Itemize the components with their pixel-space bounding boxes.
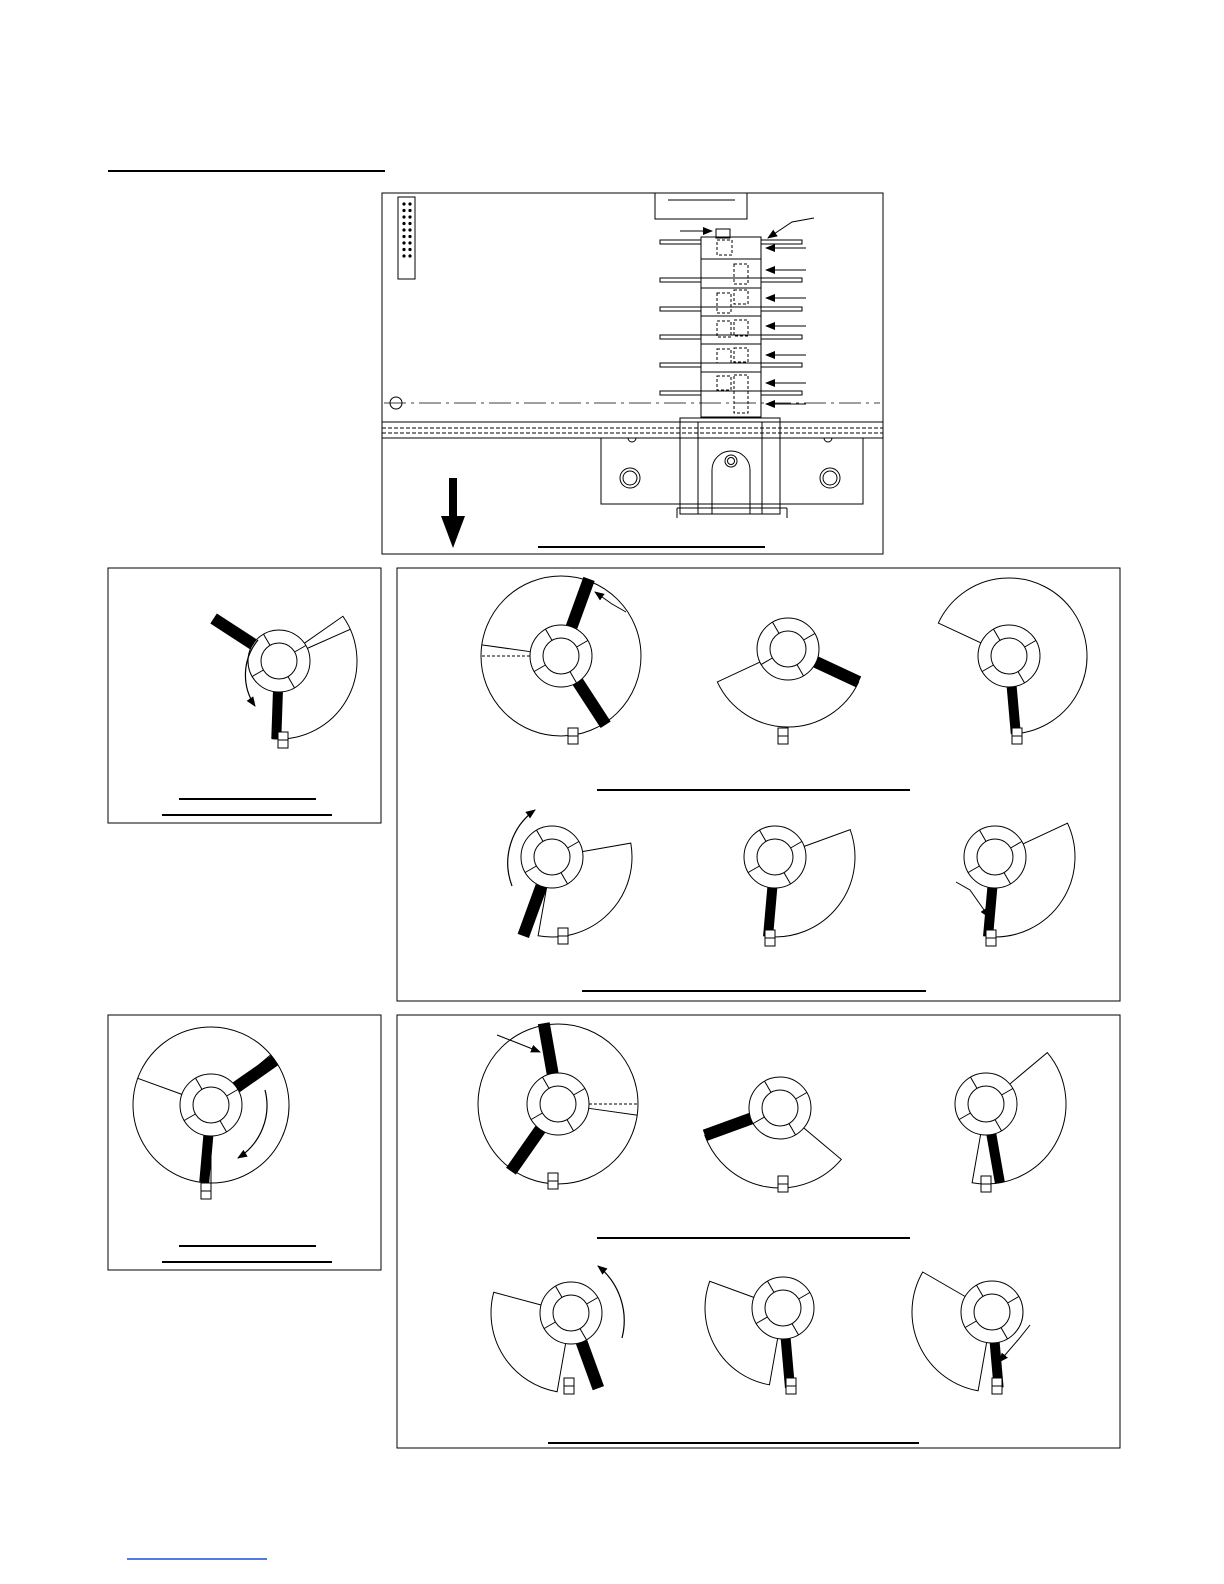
top-figure-frame <box>382 193 883 554</box>
terminal-left <box>660 307 701 311</box>
header-pin <box>402 202 405 205</box>
spoke-line <box>589 1108 638 1115</box>
rotor-diagram <box>938 578 1087 744</box>
rotation-arrow-right-panel-2 <box>598 1266 624 1338</box>
terminal-left <box>660 278 701 282</box>
terminal-right <box>761 240 802 244</box>
contact-blade <box>703 1113 753 1141</box>
left-panel-2-frame <box>108 1015 381 1270</box>
terminal-left <box>660 391 701 395</box>
header-pin <box>408 202 411 205</box>
rotor-bore <box>770 631 806 667</box>
header-pin <box>408 222 411 225</box>
contact-blade <box>573 679 611 728</box>
hidden-contact <box>734 290 748 304</box>
hidden-contact <box>717 240 732 255</box>
terminal-right <box>761 391 802 395</box>
terminal-right <box>761 363 802 367</box>
contact-blade <box>233 1055 278 1092</box>
right-panel-2-frame <box>397 1015 1120 1448</box>
spoke-line <box>482 645 531 652</box>
rotation-arrows <box>238 640 624 1338</box>
contact-blade <box>210 613 256 649</box>
rotor-diagram <box>964 823 1075 946</box>
header-pin <box>408 209 411 212</box>
header-pin <box>402 254 405 257</box>
rotor-bore <box>977 839 1013 875</box>
rotor-diagram <box>912 1272 1023 1394</box>
rotor-diagram <box>744 826 855 946</box>
header-pin <box>402 241 405 244</box>
contact-blade <box>576 1340 604 1390</box>
top-bracket <box>655 193 747 219</box>
rotor-diagram <box>955 1053 1066 1192</box>
header-pin <box>402 248 405 251</box>
header-pin <box>408 235 411 238</box>
rotor-diagram <box>478 1022 638 1189</box>
contact-blade <box>1007 686 1021 734</box>
contact-blade <box>814 657 862 688</box>
header-pin <box>402 209 405 212</box>
header-pin <box>408 248 411 251</box>
rotation-arrow-left-panel-2 <box>238 1090 267 1158</box>
rotor-bore <box>553 1295 589 1331</box>
top-figure <box>382 193 883 554</box>
rotor-bore <box>261 643 297 679</box>
terminal-left <box>660 240 701 244</box>
leader-callout-2 <box>956 882 989 917</box>
terminal-right <box>761 278 802 282</box>
rotor-bore <box>991 638 1027 674</box>
rotor-diagram <box>133 1027 289 1199</box>
hidden-contact <box>717 293 731 313</box>
rotor-diagrams <box>133 576 1087 1394</box>
switch-wafer-stack <box>660 229 802 417</box>
rotor-bore <box>762 1090 798 1126</box>
leader-callout-3 <box>497 1035 540 1052</box>
rotor-bore <box>974 1294 1010 1330</box>
spoke-line <box>138 1078 182 1094</box>
leader-callouts <box>497 592 1030 1362</box>
rotor-diagram <box>518 826 632 944</box>
contact-blade <box>538 1022 559 1074</box>
terminal-right <box>761 335 802 339</box>
hidden-contact <box>734 320 748 336</box>
header-pin <box>402 235 405 238</box>
header-pin <box>402 228 405 231</box>
terminal-right <box>761 307 802 311</box>
callout-arrow <box>768 218 814 238</box>
rotor-bore <box>757 839 793 875</box>
rotor-diagram <box>210 613 357 748</box>
spoke-line <box>307 629 350 648</box>
contact-blade <box>506 1126 545 1175</box>
connector-header <box>398 197 415 279</box>
hidden-contact <box>717 349 731 363</box>
contact-blade <box>566 577 595 629</box>
header-pin <box>408 241 411 244</box>
rotor-bore <box>193 1087 229 1123</box>
rotor-diagram <box>717 618 861 744</box>
rotor-bore <box>765 1290 801 1326</box>
hidden-contact <box>717 376 731 390</box>
mounting-rail <box>382 422 883 438</box>
header-pin <box>402 222 405 225</box>
rotor-diagram <box>703 1077 842 1192</box>
header-pin <box>408 228 411 231</box>
terminal-left <box>660 335 701 339</box>
hidden-contact <box>734 348 748 362</box>
hidden-contact <box>734 264 748 284</box>
rotor-diagram <box>491 1282 604 1394</box>
left-panel-1-frame <box>108 568 381 823</box>
header-pin <box>402 215 405 218</box>
header-pin <box>408 215 411 218</box>
rotor-bore <box>540 1086 576 1122</box>
rotor-diagram <box>481 576 641 744</box>
rotor-diagram <box>705 1277 814 1394</box>
terminal-left <box>660 363 701 367</box>
leader-callout-1 <box>595 592 626 612</box>
rotor-bore <box>543 638 579 674</box>
header-pin <box>408 254 411 257</box>
rotor-bore <box>534 839 570 875</box>
direction-arrow <box>441 478 465 548</box>
hidden-contact <box>734 375 748 413</box>
rotor-bore <box>968 1086 1004 1122</box>
